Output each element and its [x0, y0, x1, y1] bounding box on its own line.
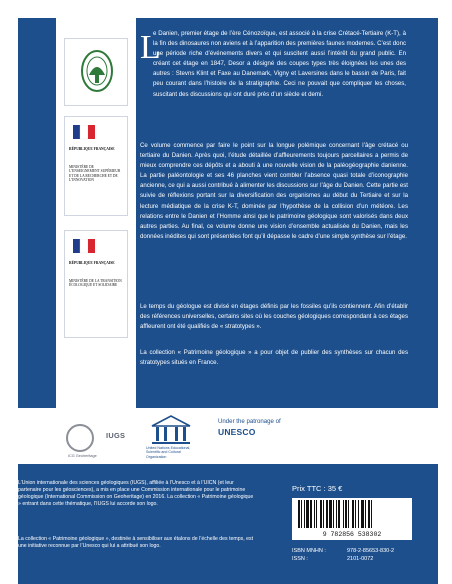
barcode-digits: 9 782856 538302	[322, 531, 382, 538]
republique-francaise-label: RÉPUBLIQUE FRANÇAISE	[69, 147, 115, 151]
footer-unesco-paragraph: La collection « Patrimoine géologique », destinée à sensibiliser aux étalons de l’échelle des temps, est une initiative reconnue par l’Unesco qui lui a attribué son logo.	[18, 536, 254, 550]
ministry-ecology-logo	[64, 230, 128, 338]
ministry-research-label: MINISTÈRE DE L’ENSEIGNEMENT SUPÉRIEUR ET DE LA RECHERCHE ET DE L’INNOVATION	[69, 165, 121, 183]
republique-francaise-label: RÉPUBLIQUE FRANÇAISE	[69, 261, 115, 265]
logo-sidebar	[56, 18, 136, 408]
intro-paragraph: e Danien, premier étage de l’ère Cénozoïque, est associé à la crise Crétacé-Tertiaire (K-T), à la fin des dinosaures non aviens et à l’apparition des premières faunes modernes. C’est donc une période riche d’événements divers et qui suscitent aussi l’intérêt du grand public. En créant cet étage en 1847, Desor a désigné des coupes types très éloignées les unes des autres : Stevns Klint et Faxe au Danemark, Vigny et Laversines dans le bassin de Paris, fait peu courant dans l’histoire de la stratigraphie. Ceci ne pouvait que compliquer les choses, suscitant des discussions qui ont duré près d’un siècle et demi.	[153, 30, 406, 98]
iugs-wordmark: IUGS	[106, 431, 126, 440]
patronage-unesco: UNESCO	[218, 427, 256, 437]
unesco-full-name: United Nations Educational, Scientific and Cultural Organization	[146, 446, 191, 459]
footer-iugs-paragraph: L’Union internationale des sciences géologiques (IUGS), affiliée à l’Unesco et à l’UICN (et leur partenaire pour les géosciences), a mis en place une Commission internationale pour le patrimoine géologique (International Commission on Geoheritage) en 2016. La collection « Patrimoine géologique » entrant dans cette thématique, l’IUGS lui accorde son logo.	[18, 480, 254, 508]
drop-cap-letter: L	[140, 29, 161, 66]
patronage-label: Under the patronage of	[218, 418, 281, 425]
iugs-logo	[60, 414, 126, 460]
body-paragraph-2: Ce volume commence par faire le point sur la longue polémique concernant l’âge crétacé ou tertiaire du Danien. Après quoi, l’étude détaillée d’affleurements toujours parcellaires a permis de mieux comprendre ces dépôts et a abouti à une nouvelle vision de la paléogéographie danienne. La partie paléontologie et ses 46 planches vient combler l’absence quasi totale d’iconographie ancienne, ce qui a aussi contribué à alimenter les discussions sur l’âge du Danien. Cette partie est suivie de réflexions portant sur la diversification des organismes au début du Tertiaire et sur la lecture médiatique de la crise K-T, dominée par l’hypothèse de la collision d’un météore. Les relations entre le Danien et l’Homme ainsi que le patrimoine géologique sont valorisés dans deux autres parties. Au final, ce volume donne une vision d’ensemble actualisée du Danien, mais les données inédites qui sont présentées font qu’il dépasse le cadre d’une simple synthèse sur l’étage.	[140, 142, 408, 240]
price-label: Prix TTC : 35 €	[292, 484, 343, 493]
issn-value: 2101-0072	[347, 556, 374, 562]
isbn-row	[292, 548, 395, 554]
seal-logo-card	[64, 38, 128, 106]
barcode-bars-icon	[296, 500, 408, 530]
ministry-research-logo	[64, 116, 128, 216]
ministry-ecology-label: MINISTÈRE DE LA TRANSITION ÉCOLOGIQUE ET SOLIDAIRE	[69, 279, 122, 288]
issn-label: ISSN :	[292, 556, 308, 562]
icg-geoheritage-wordmark: ICG Geoheritage	[68, 454, 97, 458]
isbn-barcode	[292, 498, 412, 540]
marianne-flag-icon	[73, 125, 95, 145]
body-paragraph-4: La collection « Patrimoine géologique » a pour objet de publier des synthèses sur chacun des stratotypes situés en France.	[140, 349, 408, 367]
isbn-label: ISBN MNHN :	[292, 548, 326, 554]
marianne-flag-icon	[73, 239, 95, 259]
institution-seal-icon	[79, 47, 115, 97]
body-paragraph-3: Le temps du géologue est divisé en étages définis par les fossiles qu’ils contiennent. Afin d’établir des références universelles, certains sites où les couches géologiques correspondant à ces étages affleurent ont été qualifiés de « stratotypes ».	[140, 303, 408, 331]
partner-logo-band	[18, 408, 438, 464]
issn-row	[292, 556, 374, 562]
unesco-temple-icon	[148, 414, 194, 446]
iugs-globe-icon	[66, 424, 94, 452]
isbn-value: 978-2-85653-830-2	[347, 548, 395, 554]
